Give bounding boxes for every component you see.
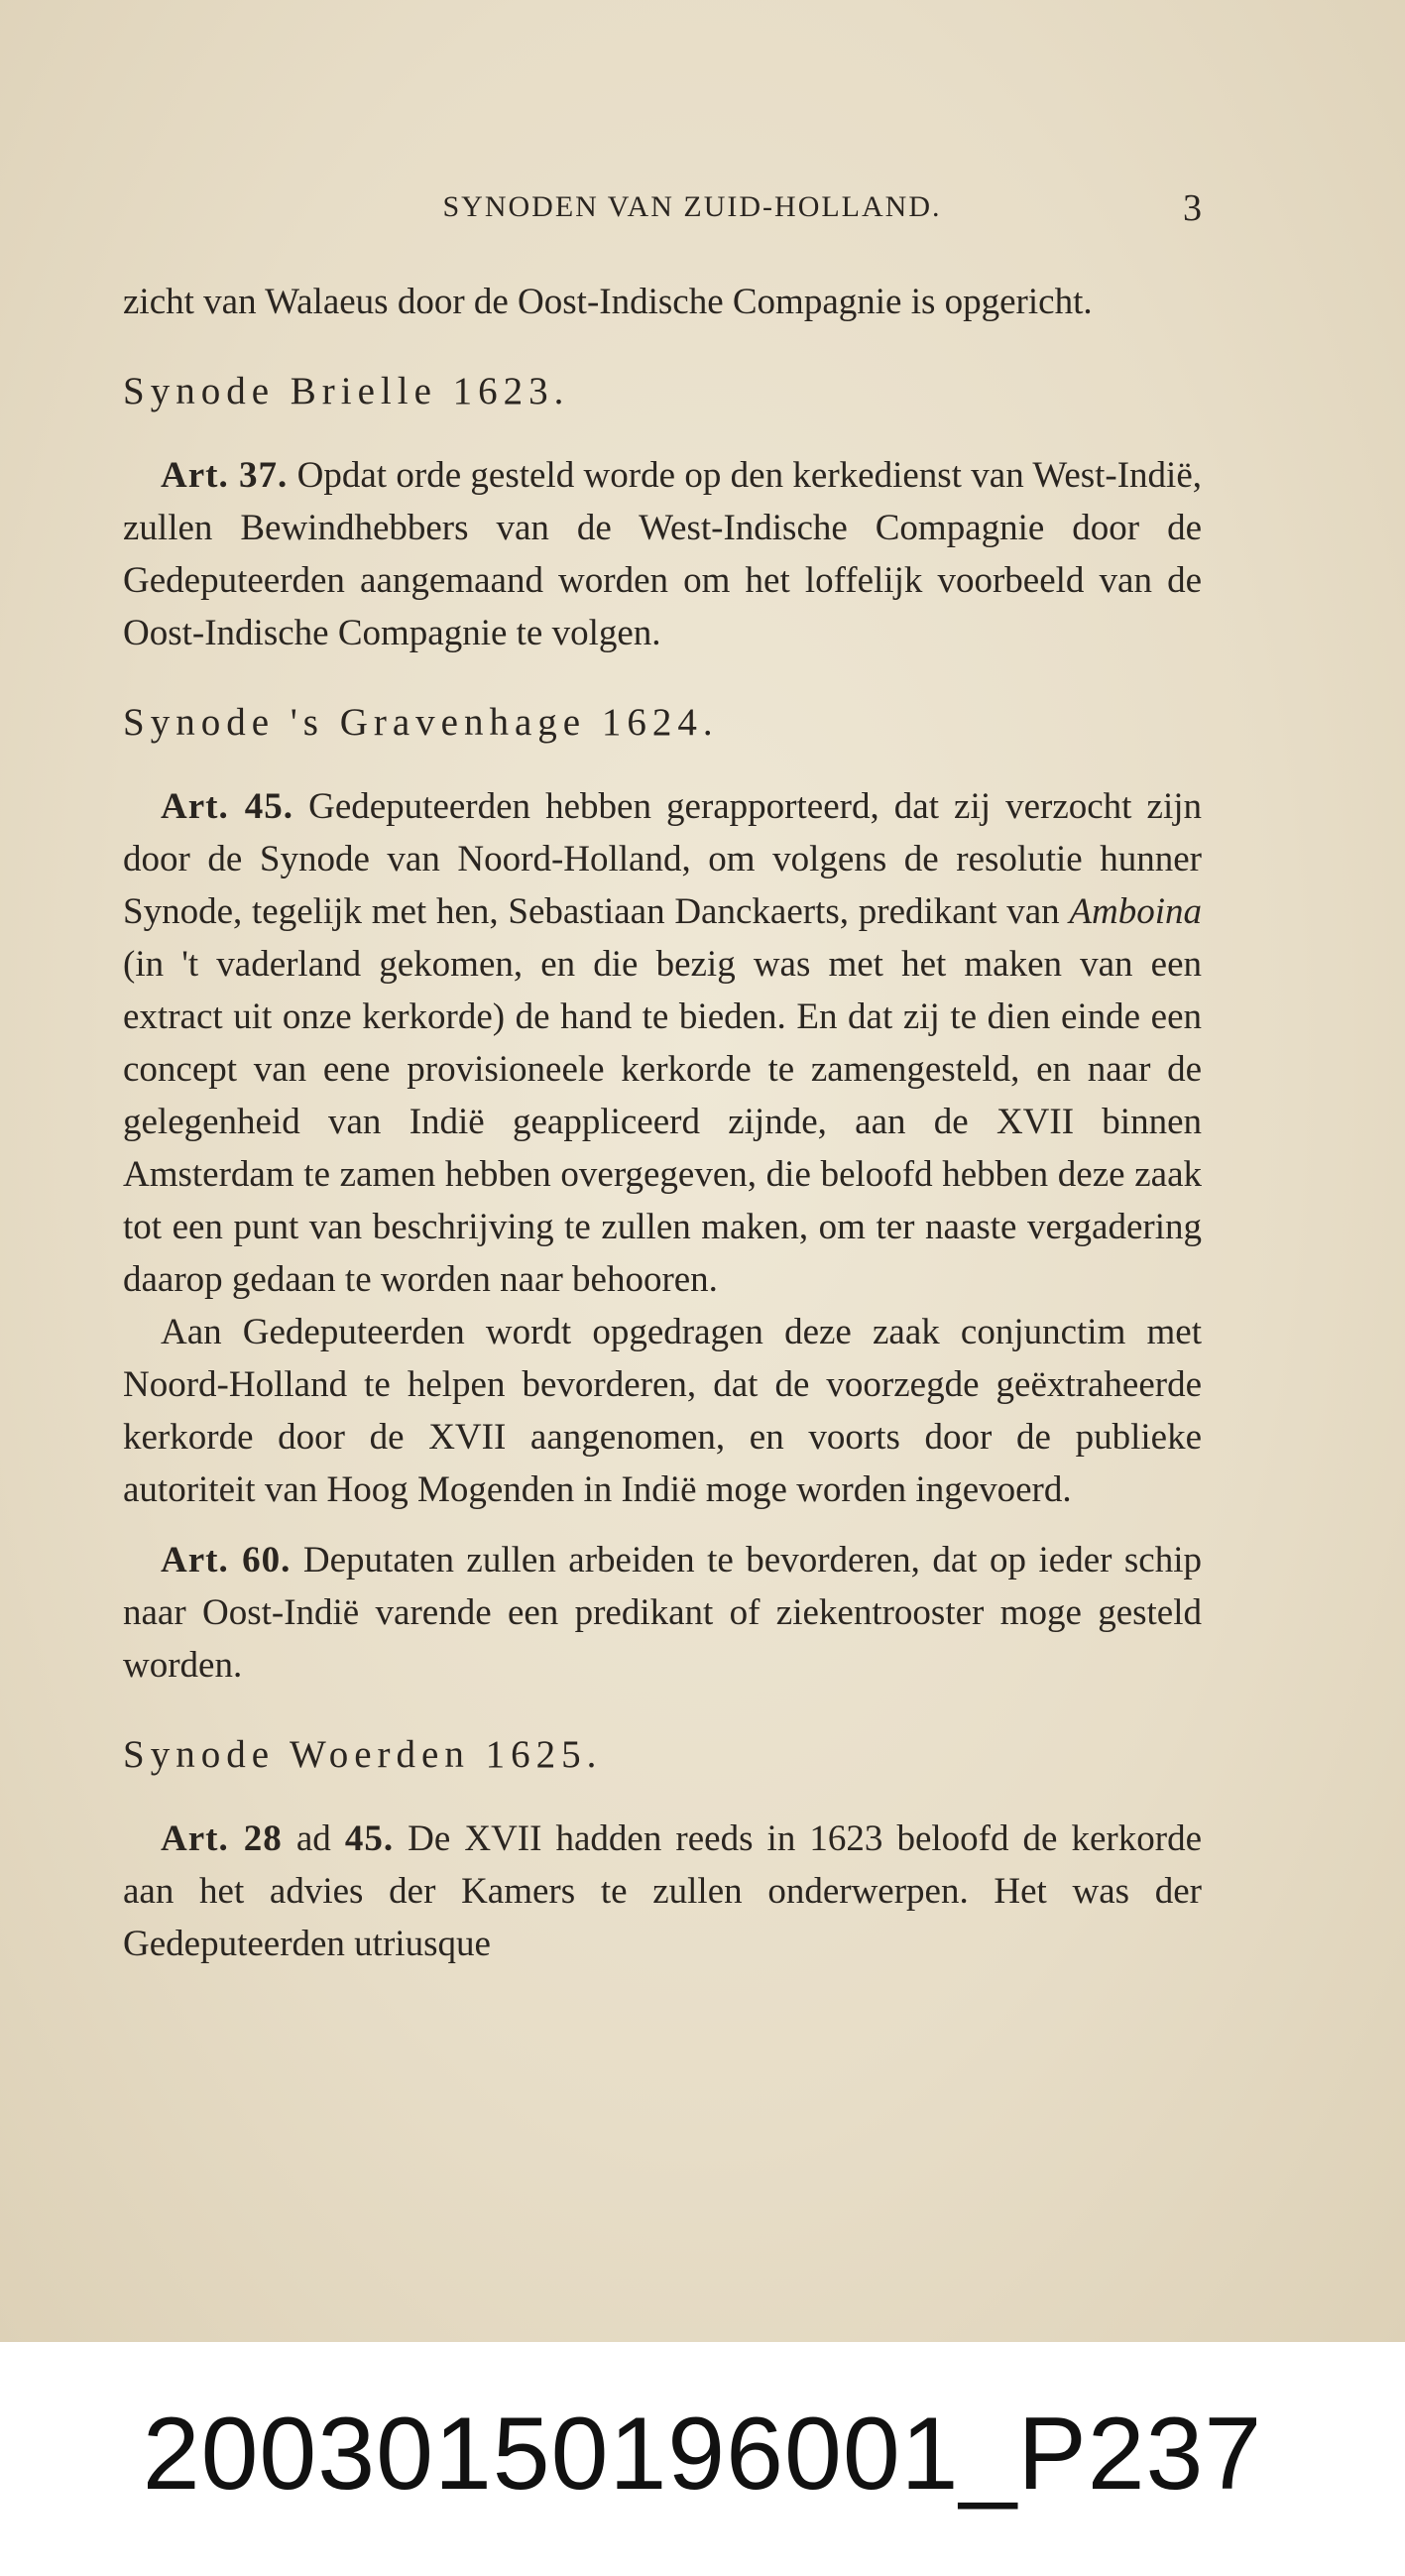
- article-60-paragraph: [123, 1534, 1202, 1692]
- article-45-text-b: (in 't vaderland gekomen, en die bezig was met het maken van een extract uit onze kerkorde) de hand te bieden. En dat zij te dien einde een concept van eene provisioneele kerkorde te zamengesteld, en naar de gelegenheid van Indië geappliceerd zijnde, aan de XVII binnen Amsterdam te zamen hebben overgegeven, die beloofd hebben deze zaak tot een punt van beschrijving te zullen maken, om ter naaste vergadering daarop gedaan te worden naar behooren.: [123, 944, 1202, 1300]
- article-28-label: Art. 28: [161, 1818, 283, 1859]
- article-45-label: Art. 45.: [161, 786, 294, 827]
- synod-heading-woerden: Synode Woerden 1625.: [123, 1733, 603, 1776]
- page-header: [123, 187, 1202, 240]
- page-body: [123, 276, 1202, 1970]
- article-28-paragraph: [123, 1813, 1202, 1970]
- article-37-paragraph: [123, 449, 1202, 659]
- intro-paragraph: zicht van Walaeus door de Oost-Indische Compagnie is opgericht.: [123, 282, 1093, 322]
- article-28-label-ref: 45.: [344, 1818, 395, 1859]
- page-number: 3: [1183, 187, 1202, 229]
- article-45-italic-place: Amboina: [1069, 891, 1202, 932]
- scan-identifier: 20030150196001_P237: [142, 2397, 1263, 2512]
- article-45-text-a: Gedeputeerden hebben gerapporteerd, dat zij verzocht zijn door de Synode van Noord-Holland, om volgens de resolutie hunner Synode, tegelijk met hen, Sebastiaan Danckaerts, predikant van: [123, 786, 1203, 932]
- article-45-paragraph: [123, 780, 1202, 1306]
- scan-caption: [0, 2342, 1405, 2576]
- running-title: SYNODEN VAN ZUID-HOLLAND.: [442, 190, 942, 223]
- synod-heading-gravenhage: Synode 's Gravenhage 1624.: [123, 701, 719, 744]
- synod-heading-brielle: Synode Brielle 1623.: [123, 370, 570, 412]
- article-60-text: Deputaten zullen arbeiden te bevorderen, dat op ieder schip naar Oost-Indië varende een predikant of ziekentrooster moge gesteld worden.: [123, 1540, 1203, 1686]
- article-60-label: Art. 60.: [161, 1540, 292, 1581]
- article-45-second-paragraph: Aan Gedeputeerden wordt opgedragen deze zaak conjunctim met Noord-Holland te helpen bevorderen, dat de voorzegde geëxtraheerde kerkorde door de XVII aangenomen, en voorts door de publieke autoriteit van Hoog Mogenden in Indië moge worden ingevoerd.: [123, 1312, 1202, 1510]
- article-28-ad: ad: [295, 1818, 331, 1859]
- article-37-text: Opdat orde gesteld worde op den kerkedienst van West-Indië, zullen Bewindhebbers van de West-Indische Compagnie door de Gedeputeerden aangemaand worden om het loffelijk voorbeeld van de Oost-Indische Compagnie te volgen.: [123, 455, 1203, 653]
- article-28-text: De XVII hadden reeds in 1623 beloofd de kerkorde aan het advies der Kamers te zullen onderwerpen. Het was der Gedeputeerden utriusque: [123, 1818, 1202, 1964]
- article-37-label: Art. 37.: [161, 455, 289, 496]
